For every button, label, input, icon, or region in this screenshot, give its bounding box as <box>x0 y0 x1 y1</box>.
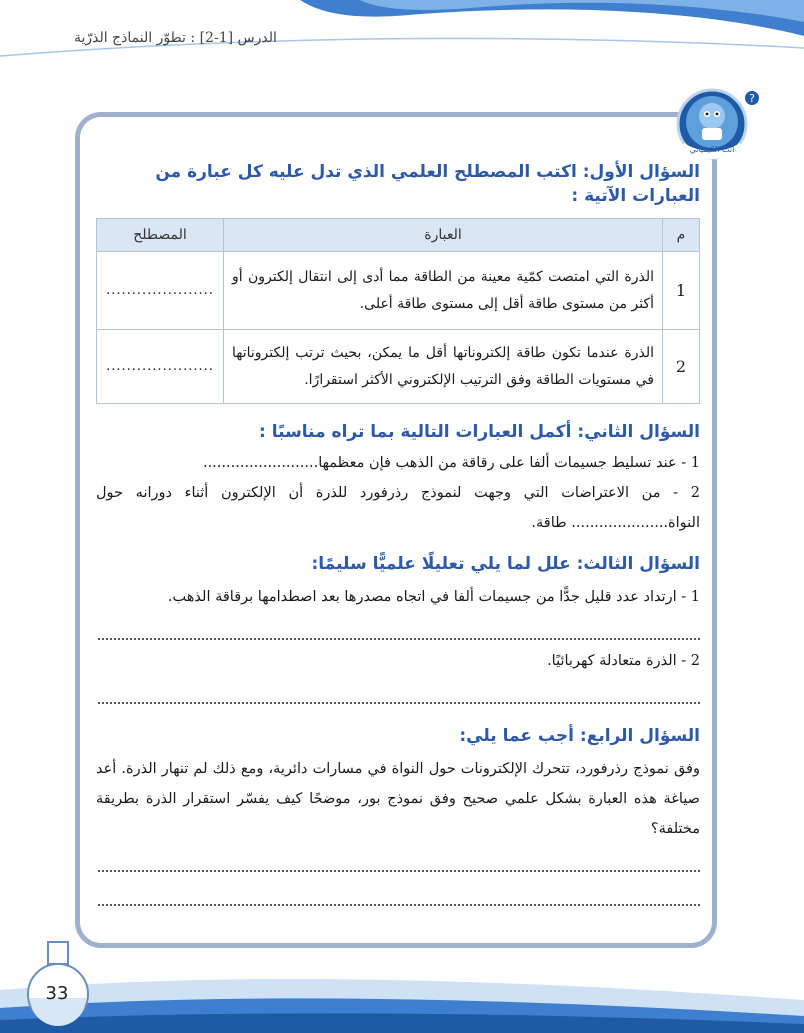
row-number: 1 <box>663 252 700 330</box>
table-row <box>97 330 700 404</box>
question-3-label: السؤال الثالث: <box>576 554 700 574</box>
footer-wave <box>0 960 804 1033</box>
header-statement: العبارة <box>224 219 663 252</box>
question-4-label: السؤال الرابع: <box>579 726 700 746</box>
answer-line[interactable] <box>98 890 700 906</box>
question-3-text: علل لما يلي تعليلًا علميًّا سليمًا: <box>311 554 577 574</box>
table-row <box>97 252 700 330</box>
question-4-title <box>96 724 700 748</box>
row-statement: الذرة التي امتصت كمّية معينة من الطاقة مما أدى إلى انتقال إلكترون أو أكثر من مستوى طاقة أقل إلى مستوى طاقة أعلى. <box>224 252 663 330</box>
question-2-label: السؤال الثاني: <box>577 422 700 442</box>
chemist-mascot-icon <box>662 86 768 160</box>
question-1-title <box>96 160 700 208</box>
question-1-text: اكتب المصطلح العلمي الذي تدل عليه كل عبارة من العبارات الآتية : <box>155 162 700 206</box>
question-2-item-2[interactable]: 2 - من الاعتراضات التي وجهت لنموذج رذرفورد للذرة أن الإلكترون أثناء دورانه حول النواة..................... طاقة. <box>96 485 700 531</box>
term-blank[interactable]: ..................... <box>97 330 224 404</box>
question-4-paragraph: وفق نموذج رذرفورد، تتحرك الإلكترونات حول النواة في مسارات دائرية، ومع ذلك لم تنهار الذرة. أعد صياغة هذه العبارة بشكل علمي صحيح وفق نموذج بور، موضحًا كيف يفسّر استقرار الذرة بطريقة مختلفة؟ <box>96 761 700 837</box>
row-statement: الذرة عندما تكون طاقة إلكتروناتها أقل ما يمكن، بحيث ترتب إلكتروناتها في مستويات الطاقة وفق الترتيب الإلكتروني الأكثر استقرارًا. <box>224 330 663 404</box>
question-4-text: أجب عما يلي: <box>459 726 580 746</box>
badge-label: أنت الكيميائي <box>689 145 735 154</box>
question-2-title <box>96 420 700 444</box>
row-number: 2 <box>663 330 700 404</box>
question-1-label: السؤال الأول: <box>582 162 700 182</box>
lesson-header: الدرس [1-2] : تطوّر النماذج الذرّية <box>74 30 277 46</box>
page-number: 33 <box>45 983 69 1004</box>
question-3-title <box>96 552 700 576</box>
svg-text:?: ? <box>749 92 755 105</box>
question-3-item-2: 2 - الذرة متعادلة كهربائيًا. <box>547 653 700 669</box>
question-2-text: أكمل العبارات التالية بما تراه مناسبًا : <box>259 422 578 442</box>
terms-table <box>96 218 700 404</box>
answer-line[interactable] <box>98 856 700 872</box>
term-blank[interactable]: ..................... <box>97 252 224 330</box>
question-3-item-1: 1 - ارتداد عدد قليل جدًّا من جسيمات ألفا في اتجاه مصدرها بعد اصطدامها برقاقة الذهب. <box>167 589 700 605</box>
answer-line[interactable] <box>98 624 700 640</box>
header-num: م <box>663 219 700 252</box>
table-header-row <box>97 219 700 252</box>
worksheet-content <box>96 160 700 912</box>
header-term: المصطلح <box>97 219 224 252</box>
answer-line[interactable] <box>98 688 700 704</box>
question-2-item-1[interactable]: 1 - عند تسليط جسيمات ألفا على رقاقة من الذهب فإن معظمها......................... <box>202 455 700 471</box>
